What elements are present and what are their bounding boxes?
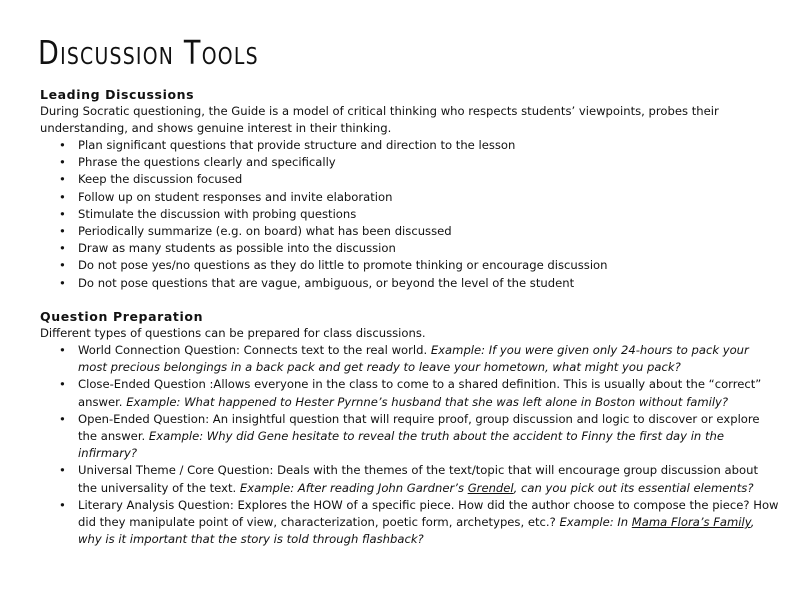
section-intro: Different types of questions can be prepared for class discussions. <box>40 326 426 340</box>
section-heading: Leading Discussions <box>40 87 195 102</box>
question-example: Example: What happened to Hester Pyrnne’s husband that she was left alone in Boston without family? <box>126 394 729 409</box>
list-item <box>40 497 780 549</box>
leading-discussions-section <box>40 86 780 292</box>
question-example: Example: If you were given only 24-hours to pack your most precious belongings in a back pack and get ready to leave your hometown, what might you pack? <box>78 343 749 375</box>
list-item: • Stimulate the discussion with probing questions <box>40 206 780 223</box>
question-example-end: , can you pick out its essential elements? <box>513 480 754 495</box>
list-item <box>40 376 780 410</box>
section-intro: During Socratic questioning, the Guide is a model of critical thinking who respects students’ viewpoints, probes their understanding, and shows genuine interest in their thinking. <box>40 104 719 135</box>
list-item: • Do not pose questions that are vague, ambiguous, or beyond the level of the student <box>40 275 780 292</box>
list-item: • Keep the discussion focused <box>40 171 780 188</box>
list-item: • Phrase the questions clearly and specifically <box>40 154 780 171</box>
question-types-list <box>40 342 780 548</box>
list-item: • Draw as many students as possible into the discussion <box>40 240 780 257</box>
question-description: Open-Ended Question: An insightful question that will require proof, group discussion and logic to discover or explore the answer. <box>78 411 760 444</box>
book-title: Grendel <box>467 480 514 495</box>
question-example: Example: After reading John Gardner’s <box>239 480 468 495</box>
list-item <box>40 411 780 463</box>
question-example: Example: Why did Gene hesitate to reveal the truth about the accident to Finny the first day in the infirmary? <box>78 429 724 461</box>
list-item: • Follow up on student responses and invite elaboration <box>40 189 780 206</box>
book-title: Mama Flora’s Family <box>631 515 751 530</box>
list-item: • Periodically summarize (e.g. on board) what has been discussed <box>40 223 780 240</box>
question-description: Literary Analysis Question: Explores the HOW of a specific piece. How did the author choose to compose the piece? How did they manipulate point of view, characterization, poetic form, archetypes, etc.? <box>78 497 779 530</box>
question-description: Universal Theme / Core Question: Deals with the themes of the text/topic that will encourage group discussion about the universality of the text. <box>78 463 759 495</box>
question-example: Example: In <box>559 515 632 530</box>
section-heading: Question Preparation <box>40 309 204 324</box>
list-item <box>40 342 780 376</box>
page-title: Discussion Tools <box>38 33 259 72</box>
list-item: • Do not pose yes/no questions as they do little to promote thinking or encourage discussion <box>40 257 780 274</box>
question-description: Close-Ended Question :Allows everyone in the class to come to a shared definition. This is usually about the “correct” answer. <box>78 377 762 409</box>
leading-list <box>40 137 780 292</box>
question-example-end: , why is it important that the story is told through flashback? <box>78 515 755 547</box>
question-description: World Connection Question: Connects text to the real world. <box>78 343 431 357</box>
list-item: • Plan significant questions that provide structure and direction to the lesson <box>40 137 780 154</box>
question-preparation-section <box>40 308 780 548</box>
list-item <box>40 462 780 496</box>
